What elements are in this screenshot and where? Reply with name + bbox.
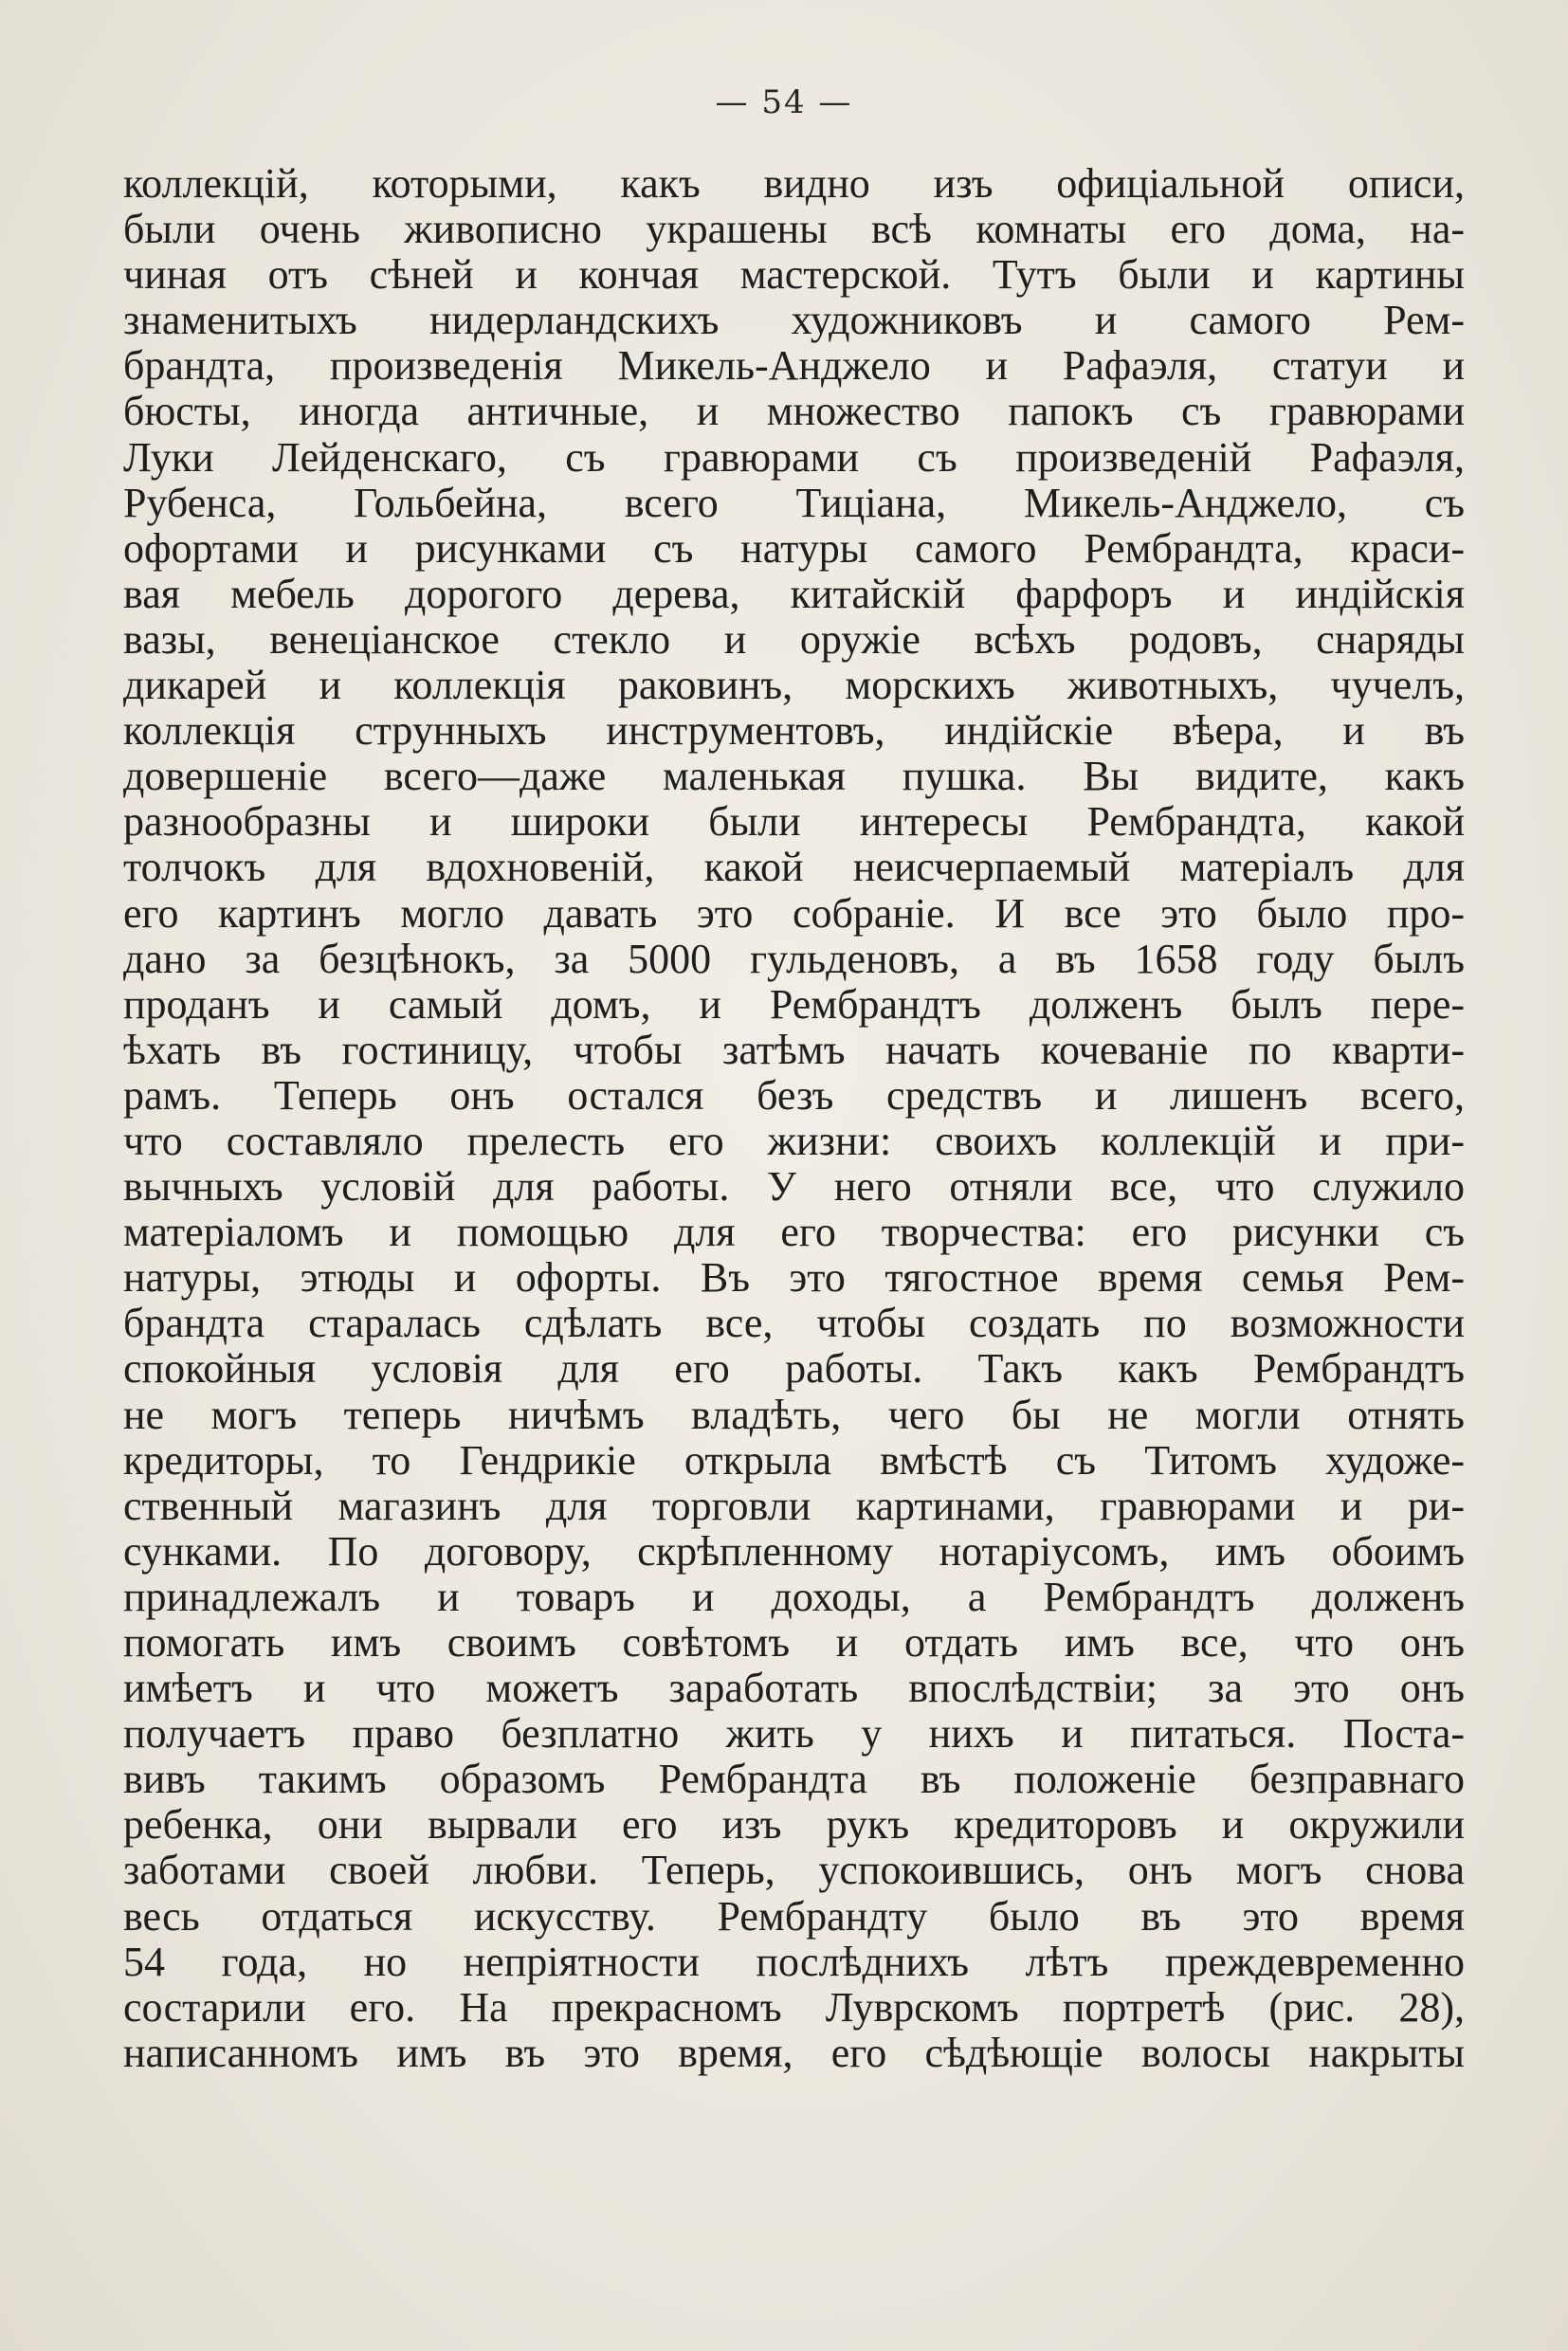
- text-line: коллекція струнныхъ инструментовъ, индійскіе вѣера, и въ: [123, 707, 1465, 755]
- text-line: ѣхать въ гостиницу, чтобы затѣмъ начать кочеваніе по кварти-: [123, 1026, 1465, 1073]
- text-line: спокойныя условія для его работы. Такъ какъ Рембрандтъ: [123, 1345, 1465, 1393]
- text-line: чиная отъ сѣней и кончая мастерской. Тутъ были и картины: [123, 251, 1465, 299]
- text-line: вазы, венеціанское стекло и оружіе всѣхъ родовъ, снаряды: [123, 615, 1465, 663]
- text-line: коллекцій, которыми, какъ видно изъ офиціальной описи,: [123, 160, 1465, 207]
- text-line: написанномъ имъ въ это время, его сѣдѣющіе волосы накрыты: [123, 2029, 1465, 2076]
- text-line: брандта старалась сдѣлать все, чтобы создать по возможности: [123, 1300, 1465, 1347]
- text-line: принадлежалъ и товаръ и доходы, а Рембрандтъ долженъ: [123, 1573, 1465, 1620]
- text-line: вая мебель дорогого дерева, китайскій фарфоръ и индійскія: [123, 570, 1465, 617]
- text-line: помогать имъ своимъ совѣтомъ и отдать имъ все, что онъ: [123, 1619, 1465, 1666]
- text-line: дано за безцѣнокъ, за 5000 гульденовъ, а въ 1658 году былъ: [123, 935, 1465, 982]
- text-line: ребенка, они вырвали его изъ рукъ кредиторовъ и окружили: [123, 1801, 1465, 1849]
- text-line: рамъ. Теперь онъ остался безъ средствъ и лишенъ всего,: [123, 1071, 1465, 1119]
- body-text: [123, 161, 1465, 2076]
- text-line: натуры, этюды и офорты. Въ это тягостное время семья Рем-: [123, 1254, 1465, 1302]
- page-number: — 54 —: [715, 83, 853, 121]
- text-line: кредиторы, то Гендрикіе открыла вмѣстѣ съ Титомъ художе-: [123, 1436, 1465, 1484]
- text-line: не могъ теперь ничѣмъ владѣть, чего бы не могли отнять: [123, 1391, 1465, 1438]
- text-line: матеріаломъ и помощью для его творчества: его рисунки съ: [123, 1209, 1465, 1256]
- text-line: что составляло прелесть его жизни: своихъ коллекцій и при-: [123, 1117, 1465, 1164]
- text-line: брандта, произведенія Микель-Анджело и Рафаэля, статуи и: [123, 342, 1465, 390]
- text-line: проданъ и самый домъ, и Рембрандтъ долженъ былъ пере-: [123, 980, 1465, 1028]
- text-line: сунками. По договору, скрѣпленному нотаріусомъ, имъ обоимъ: [123, 1527, 1465, 1575]
- text-line: Луки Лейденскаго, съ гравюрами съ произведеній Рафаэля,: [123, 433, 1465, 481]
- text-line: дикарей и коллекція раковинъ, морскихъ животныхъ, чучелъ,: [123, 662, 1465, 709]
- text-line: получаетъ право безплатно жить у нихъ и питаться. Поста-: [123, 1710, 1465, 1758]
- text-line: офортами и рисунками съ натуры самого Рембрандта, краси-: [123, 524, 1465, 572]
- text-line: разнообразны и широки были интересы Рембрандта, какой: [123, 798, 1465, 846]
- text-line: толчокъ для вдохновеній, какой неисчерпаемый матеріалъ для: [123, 844, 1465, 891]
- text-line: 54 года, но непріятности послѣднихъ лѣтъ преждевременно: [123, 1938, 1465, 1985]
- text-line: вычныхъ условій для работы. У него отняли все, что служило: [123, 1163, 1465, 1211]
- text-line: заботами своей любви. Теперь, успокоившись, онъ могъ снова: [123, 1847, 1465, 1894]
- text-line: вивъ такимъ образомъ Рембрандта въ положеніе безправнаго: [123, 1756, 1465, 1803]
- text-line: весь отдаться искусству. Рембрандту было въ это время: [123, 1892, 1465, 1940]
- text-line: бюсты, иногда античные, и множество папокъ съ гравюрами: [123, 388, 1465, 435]
- text-line: Рубенса, Гольбейна, всего Тиціана, Микель-Анджело, съ: [123, 479, 1465, 526]
- text-line: имѣетъ и что можетъ заработать впослѣдствіи; за это онъ: [123, 1665, 1465, 1712]
- text-line: знаменитыхъ нидерландскихъ художниковъ и самого Рем-: [123, 297, 1465, 344]
- text-line: довершеніе всего—даже маленькая пушка. Вы видите, какъ: [123, 753, 1465, 800]
- text-line: состарили его. На прекрасномъ Луврскомъ портретѣ (рис. 28),: [123, 1983, 1465, 2031]
- text-line: его картинъ могло давать это собраніе. И все это было про-: [123, 889, 1465, 937]
- text-line: были очень живописно украшены всѣ комнаты его дома, на-: [123, 206, 1465, 253]
- text-line: ственный магазинъ для торговли картинами, гравюрами и ри-: [123, 1482, 1465, 1529]
